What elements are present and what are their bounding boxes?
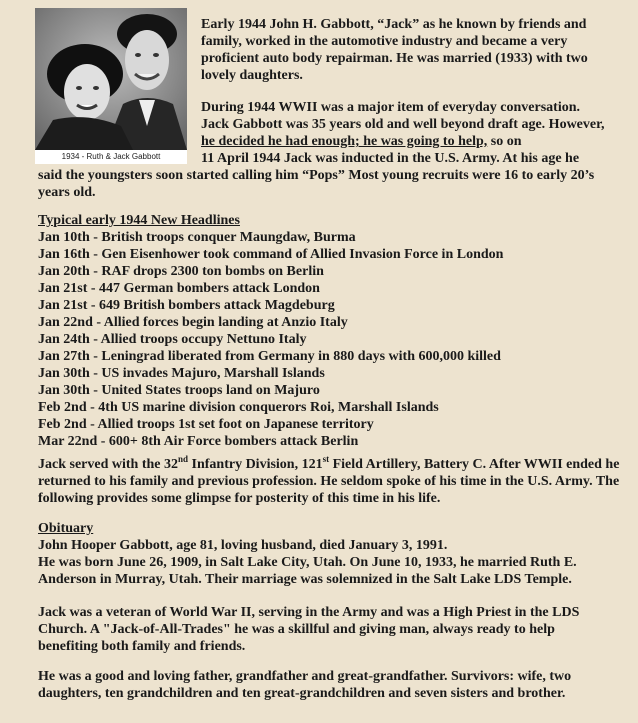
couple-photo-image [35,8,187,150]
couple-photo-frame [35,8,187,164]
service-sup-2: st [322,454,330,464]
headline-item: Feb 2nd - 4th US marine division conquerors Roi, Marshall Islands [38,400,439,415]
headline-item: Jan 30th - US invades Majuro, Marshall Islands [38,366,325,381]
obituary-line-1: John Hooper Gabbott, age 81, loving husband, died January 3, 1991. [38,538,448,553]
intro-p2-after-line2: 11 April 1944 Jack was inducted in the U.S. Army. At his age he [201,151,580,166]
couple-photo [35,8,187,150]
obituary-title: Obituary [38,521,94,536]
headline-item: Jan 21st - 447 German bombers attack London [38,281,320,296]
intro-paragraph-2 [201,99,611,167]
headline-item: Jan 22nd - Allied forces begin landing at Anzio Italy [38,315,348,330]
headline-item: Jan 16th - Gen Eisenhower took command of Allied Invasion Force in London [38,247,504,262]
headline-item: Jan 10th - British troops conquer Maungdaw, Burma [38,230,356,245]
intro-p2-underlined: he decided he had enough; he was going to help, [201,134,488,149]
headline-item: Jan 20th - RAF drops 2300 ton bombs on Berlin [38,264,324,279]
intro-paragraph-2-continuation: said the youngsters soon started calling him “Pops” Most young recruits were 16 to early 20’s years old. [38,168,595,200]
headline-item: Feb 2nd - Allied troops 1st set foot on Japanese territory [38,417,374,432]
intro-paragraph-1: Early 1944 John H. Gabbott, “Jack” as he known by friends and family, worked in the automotive industry and became a very proficient auto body repairman. He was married (1933) with two lovely daughters. [201,17,588,83]
service-text-3: Field Artillery, Battery C. After WWII ended he returned to his family and previous profession. He seldom spoke of his time in the U.S. Army. The following provides some glimpse for posterity of this time in his life. [38,457,620,506]
intro-p2-before: During 1944 WWII was a major item of everyday conversation. Jack Gabbott was 35 years old and well beyond draft age. However, [201,100,605,132]
headline-item: Jan 30th - United States troops land on Majuro [38,383,320,398]
photo-caption: 1934 - Ruth & Jack Gabbott [61,152,161,161]
headline-item: Jan 24th - Allied troops occupy Nettuno Italy [38,332,307,347]
headline-item: Mar 22nd - 600+ 8th Air Force bombers attack Berlin [38,434,359,449]
headline-item: Jan 21st - 649 British bombers attack Magdeburg [38,298,335,313]
headlines-title: Typical early 1944 New Headlines [38,213,240,228]
headlines-section [38,212,618,450]
service-text-1: Jack served with the 32 [38,457,178,472]
obituary-paragraph-survivors: He was a good and loving father, grandfather and great-grandfather. Survivors: wife, two daughters, ten grandchildren and ten great-grandchildren and seven sisters and brother. [38,669,572,701]
obituary-paragraph-veteran: Jack was a veteran of World War II, serving in the Army and was a High Priest in the LDS Church. A "Jack-of-All-Trades" he was a skillful and giving man, always ready to help benefiting both family and friends. [38,605,580,654]
obituary-line-2: He was born June 26, 1909, in Salt Lake City, Utah. On June 10, 1933, he married Ruth E. Anderson in Murray, Utah. Their marriage was solemnized in the Salt Lake LDS Temple. [38,555,577,587]
obituary-section [38,520,618,588]
intro-p2-after: so on [487,134,522,149]
headline-item: Jan 27th - Leningrad liberated from Germany in 880 days with 600,000 killed [38,349,501,364]
service-sup-1: nd [178,454,189,464]
service-text-2: Infantry Division, 121 [188,457,323,472]
service-paragraph [38,456,620,507]
